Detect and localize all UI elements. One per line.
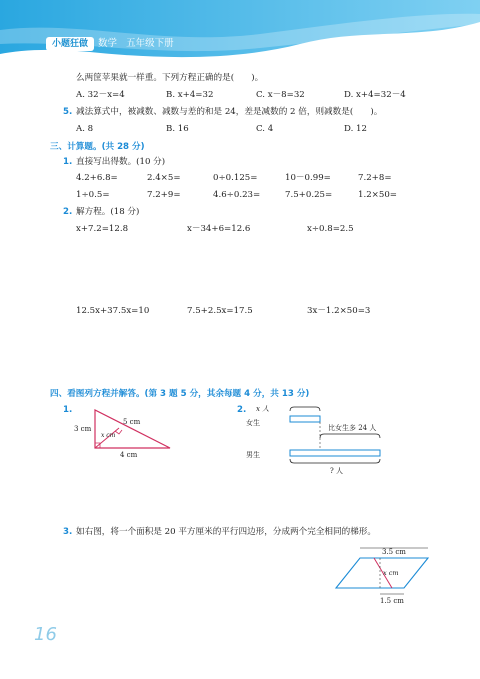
girls-bar	[290, 416, 320, 422]
triangle-figure	[70, 402, 180, 464]
q4-option-c: C. x－8=32	[256, 90, 305, 100]
top-dimension-label: 3.5 cm	[382, 548, 406, 556]
q4-tail-text: 么两筐苹果就一样重。下列方程正确的是( )。	[76, 73, 264, 83]
q5-option-b: B. 16	[166, 124, 189, 134]
grade-label: 五年级下册	[126, 38, 174, 49]
height-label: x cm	[383, 569, 399, 577]
calc-r1-c4: 10－0.99=	[285, 173, 331, 183]
right-triangle	[95, 410, 170, 448]
bottom-dimension-label: 1.5 cm	[380, 597, 404, 605]
page-header	[0, 0, 480, 62]
more-brace	[320, 434, 380, 438]
calc-r1-c5: 7.2+8=	[358, 173, 392, 183]
boys-bar	[290, 450, 380, 456]
triangle-left-label: 3 cm	[74, 425, 92, 433]
q5-text: 减法算式中，被减数、减数与差的和是 24，差是减数的 2 倍，则减数是( )。	[76, 107, 383, 117]
q5-option-a: A. 8	[76, 124, 94, 134]
q4-option-b: B. x+4=32	[166, 90, 214, 100]
s4-q3-text: 如右图，将一个面积是 20 平方厘米的平行四边形，分成两个完全相同的梯形。	[76, 527, 376, 537]
calc-r2-c4: 7.5+0.25=	[285, 190, 333, 200]
calc-r1-c1: 4.2+6.8=	[76, 173, 118, 183]
girls-label: 女生	[246, 419, 260, 427]
section4-title: 四、看图列方程并解答。(第 3 题 5 分，其余每题 4 分，共 13 分)	[50, 389, 310, 399]
s3-q1-number: 1.	[63, 157, 73, 167]
header-subject	[98, 37, 174, 51]
triangle-bottom-label: 4 cm	[120, 451, 138, 459]
total-label: ? 人	[330, 467, 343, 475]
calc-r1-c3: 0÷0.125=	[213, 173, 258, 183]
triangle-inner-label: x cm	[101, 432, 116, 439]
q5-option-c: C. 4	[256, 124, 274, 134]
s4-q2-number: 2.	[237, 405, 247, 415]
calc-r2-c1: 1÷0.5=	[76, 190, 110, 200]
header-wave-background	[0, 0, 480, 62]
header-badge: 小题狂做	[46, 37, 94, 51]
equation-r1-c3: x÷0.8=2.5	[307, 224, 354, 234]
calc-r2-c2: 7.2+9=	[147, 190, 181, 200]
triangle-hyp-label: 5 cm	[123, 418, 141, 426]
s3-q2-number: 2.	[63, 207, 73, 217]
x-brace	[290, 407, 320, 411]
x-people-label: x 人	[256, 405, 270, 413]
total-brace	[290, 459, 380, 463]
parallelogram-figure	[330, 542, 440, 608]
s3-q2-text: 解方程。(18 分)	[76, 207, 140, 217]
bar-model-figure	[246, 402, 386, 478]
parallelogram	[336, 558, 428, 588]
equation-r2-c1: 12.5x+37.5x=10	[76, 306, 150, 316]
equation-r2-c3: 3x－1.2×50=3	[307, 306, 371, 316]
equation-r1-c2: x－34+6=12.6	[187, 224, 251, 234]
section3-title: 三、计算题。(共 28 分)	[50, 142, 145, 152]
s3-q1-text: 直接写出得数。(10 分)	[76, 157, 166, 167]
q4-option-d: D. x+4=32－4	[344, 90, 406, 100]
subject-label: 数学	[98, 38, 118, 49]
calc-r2-c3: 4.6÷0.23=	[213, 190, 261, 200]
q5-option-d: D. 12	[344, 124, 367, 134]
q4-option-a: A. 32－x=4	[76, 90, 125, 100]
boys-label: 男生	[246, 451, 260, 459]
more-label: 比女生多 24 人	[328, 424, 377, 432]
equation-r2-c2: 7.5+2.5x=17.5	[187, 306, 253, 316]
s4-q3-number: 3.	[63, 527, 73, 537]
equation-r1-c1: x+7.2=12.8	[76, 224, 129, 234]
calc-r1-c2: 2.4×5=	[147, 173, 181, 183]
s4-q1-number: 1.	[63, 405, 73, 415]
q5-number: 5.	[63, 107, 73, 117]
page-number: 16	[34, 624, 57, 645]
calc-r2-c5: 1.2×50=	[358, 190, 398, 200]
